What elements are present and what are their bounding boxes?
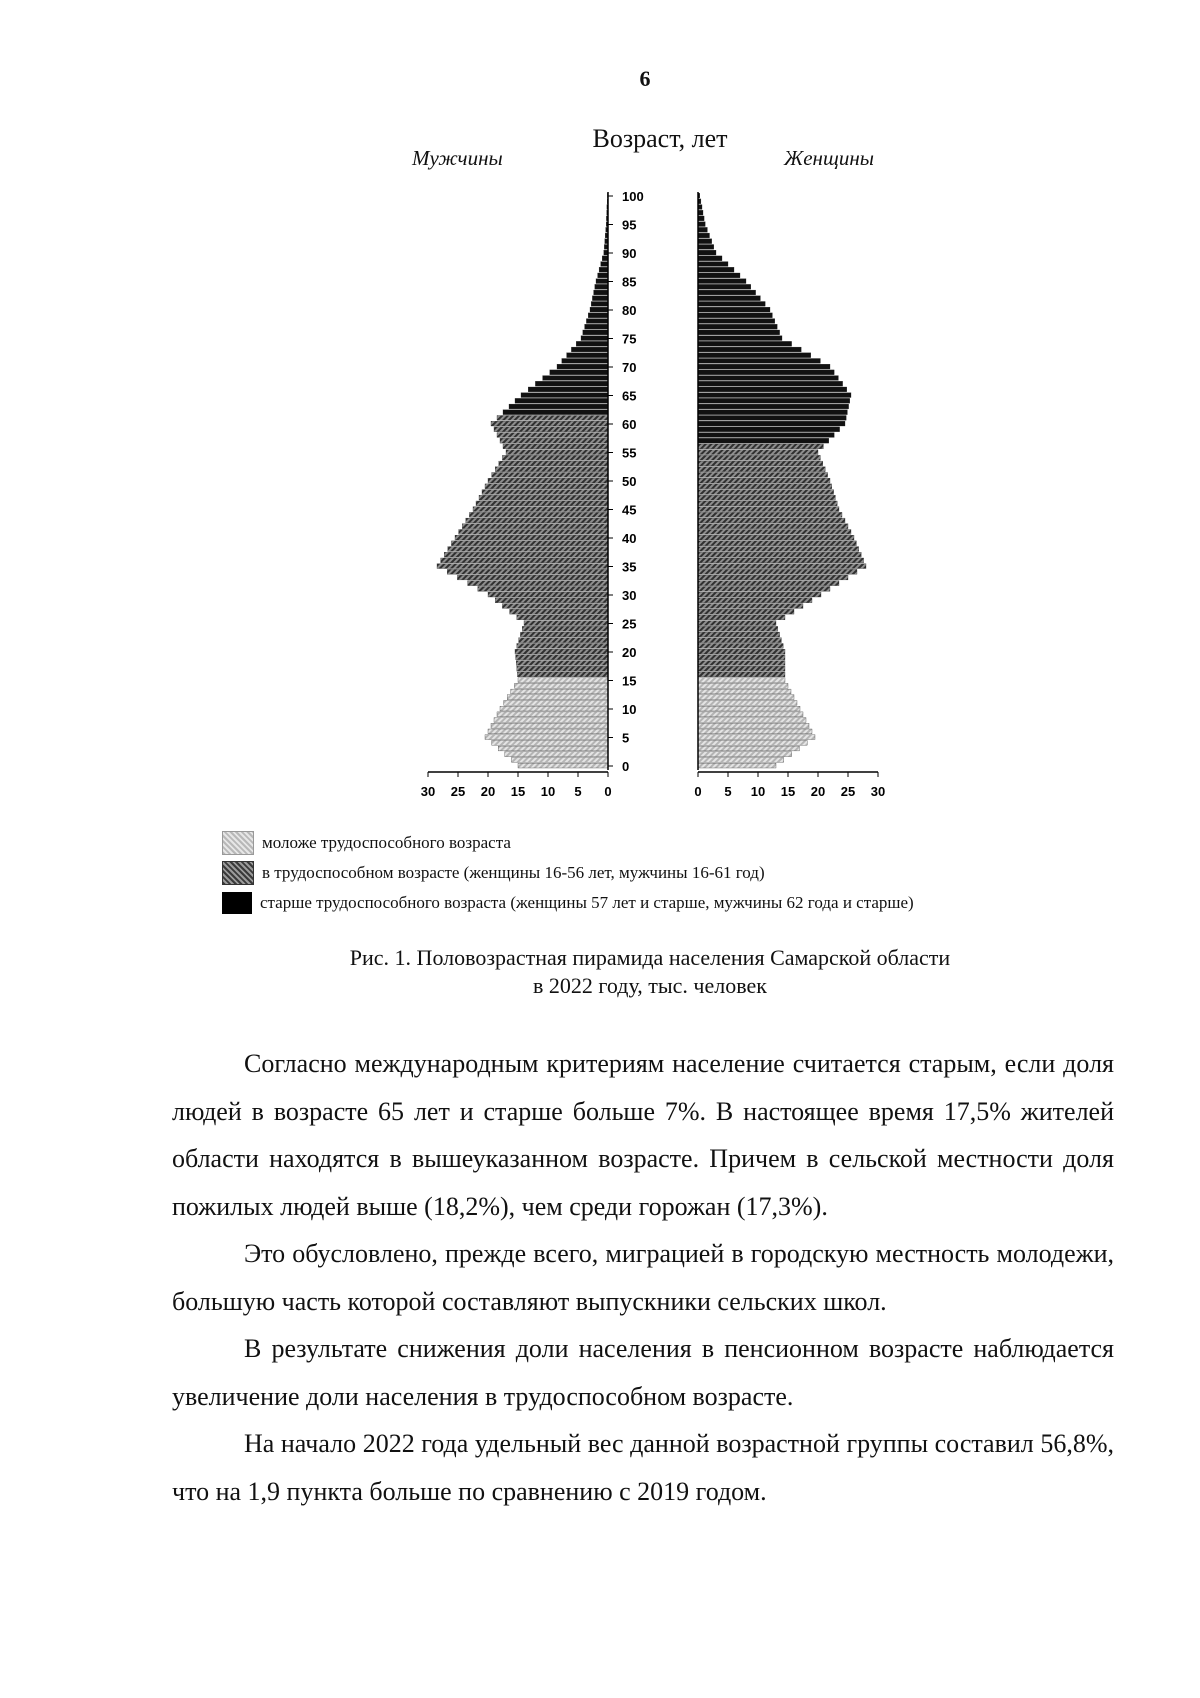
female-x-tick-label: 15 xyxy=(780,784,796,799)
male-bar xyxy=(448,547,608,552)
female-bar xyxy=(698,461,823,466)
female-bar xyxy=(698,626,778,631)
female-bar xyxy=(698,695,794,700)
age-tick-label: 10 xyxy=(622,702,637,717)
female-bar xyxy=(698,427,840,432)
male-bar xyxy=(557,364,608,369)
female-bar xyxy=(698,666,785,671)
female-label: Женщины xyxy=(784,146,874,170)
male-bar xyxy=(497,416,608,421)
female-bar xyxy=(698,387,847,392)
male-bar xyxy=(518,678,608,683)
male-bar xyxy=(502,455,608,460)
age-tick-label: 20 xyxy=(622,645,637,660)
female-bar xyxy=(698,740,807,745)
age-tick-label: 85 xyxy=(622,274,637,290)
female-bar xyxy=(698,683,788,688)
male-bar xyxy=(469,512,608,517)
female-bar xyxy=(698,501,837,506)
male-bar xyxy=(520,632,608,637)
male-bar xyxy=(492,473,608,478)
male-bar xyxy=(482,490,608,495)
female-bar xyxy=(698,569,857,574)
male-bar xyxy=(515,398,608,403)
male-bar xyxy=(509,404,608,409)
female-bar xyxy=(698,615,785,620)
male-bar xyxy=(594,290,608,295)
male-bar xyxy=(595,284,608,289)
male-bar xyxy=(519,638,608,643)
age-tick-label: 15 xyxy=(622,673,637,689)
female-bar xyxy=(698,541,856,546)
male-bar xyxy=(479,495,608,500)
male-bar xyxy=(444,552,608,557)
female-bar xyxy=(698,729,812,734)
male-bar xyxy=(592,296,608,301)
female-bar xyxy=(698,245,714,250)
male-bar xyxy=(576,341,608,346)
female-bar xyxy=(698,746,799,751)
female-bar xyxy=(698,319,775,324)
male-bar xyxy=(517,615,608,620)
male-bar xyxy=(550,370,608,375)
male-bar xyxy=(498,746,608,751)
female-bar xyxy=(698,330,780,335)
female-bar xyxy=(698,535,854,540)
paragraph: Согласно международным критериям население считается старым, если доля людей в возрасте 65 лет и старше больше 7%. В настоящее время 17,5% жителей области находятся в вышеуказанном возрасте. Причем в сельской местности доля пожилых людей выше (18,2%), чем среди горожан (17,3%). xyxy=(172,1049,1114,1221)
female-bar xyxy=(698,763,776,768)
male-bar xyxy=(497,433,608,438)
female-bar xyxy=(698,307,770,312)
male-bar xyxy=(599,267,608,272)
male-bar xyxy=(507,695,608,700)
female-bar xyxy=(698,478,830,483)
legend-swatch-elderly xyxy=(222,892,252,914)
male-bar xyxy=(514,683,608,688)
legend-item-elderly xyxy=(222,888,914,918)
age-tick-label: 40 xyxy=(622,531,637,546)
male-bar xyxy=(598,273,608,278)
male-bar xyxy=(543,376,608,381)
female-bar xyxy=(698,752,792,757)
caption-line-1: Рис. 1. Половозрастная пирамида населения Самарской области xyxy=(349,945,951,970)
female-bar xyxy=(698,302,765,307)
female-bar xyxy=(698,376,838,381)
male-x-tick-label: 20 xyxy=(480,784,496,799)
age-tick-label: 75 xyxy=(622,331,637,347)
male-bar xyxy=(488,478,608,483)
male-bar xyxy=(497,712,608,717)
female-bar xyxy=(698,467,825,472)
male-bar xyxy=(503,410,608,415)
female-x-tick-label: 25 xyxy=(840,784,856,799)
female-bar xyxy=(698,250,716,255)
female-bar xyxy=(698,735,815,740)
male-bar xyxy=(517,666,608,671)
male-bar xyxy=(571,347,608,352)
female-bar xyxy=(698,284,751,289)
female-bar xyxy=(698,256,722,261)
age-tick-label: 35 xyxy=(622,559,637,575)
female-bar xyxy=(698,267,734,272)
male-bar xyxy=(451,541,608,546)
female-bar xyxy=(698,638,781,643)
age-tick-label: 65 xyxy=(622,388,637,404)
age-tick-label: 60 xyxy=(622,417,637,432)
paragraph: На начало 2022 года удельный вес данной возрастной группы составил 56,8%, что на 1,9 пункта больше по сравнению с 2019 годом. xyxy=(172,1429,1114,1506)
female-bar xyxy=(698,416,846,421)
male-x-tick-label: 30 xyxy=(420,784,436,799)
female-bar xyxy=(698,216,704,221)
male-bar xyxy=(488,592,608,597)
female-bar xyxy=(698,507,839,512)
paragraph: Это обусловлено, прежде всего, миграцией в городскую местность молодежи, большую часть которой составляют выпускники сельских школ. xyxy=(172,1239,1114,1316)
male-bar xyxy=(583,330,608,335)
male-bar xyxy=(447,569,608,574)
female-bar xyxy=(698,672,785,677)
male-bar xyxy=(441,558,608,563)
male-bar xyxy=(601,262,608,267)
female-bar xyxy=(698,279,746,284)
male-x-tick-label: 15 xyxy=(510,784,526,799)
female-bar xyxy=(698,598,812,603)
female-bar xyxy=(698,718,806,723)
female-bar xyxy=(698,393,851,398)
female-bar xyxy=(698,364,830,369)
age-tick-label: 70 xyxy=(622,360,637,375)
male-x-tick-label: 5 xyxy=(574,784,582,799)
female-bar xyxy=(698,490,834,495)
male-bar xyxy=(516,661,608,666)
male-bar xyxy=(491,421,608,426)
age-tick-label: 100 xyxy=(622,189,644,204)
male-bar xyxy=(500,706,608,711)
age-tick-label: 5 xyxy=(622,730,630,746)
male-bar xyxy=(499,461,608,466)
female-bar xyxy=(698,678,785,683)
female-bar xyxy=(698,564,866,569)
age-tick-label: 80 xyxy=(622,303,637,318)
female-bar xyxy=(698,296,760,301)
legend-label-young: моложе трудоспособного возраста xyxy=(262,833,511,852)
male-bar xyxy=(516,655,608,660)
female-bar xyxy=(698,587,830,592)
female-bar xyxy=(698,438,829,443)
male-bar xyxy=(506,450,608,455)
legend-swatch-young xyxy=(222,831,254,855)
female-bar xyxy=(698,484,832,489)
female-bar xyxy=(698,558,864,563)
female-bar xyxy=(698,661,785,666)
figure-caption xyxy=(260,944,1040,1000)
female-bar xyxy=(698,723,809,728)
male-bar xyxy=(596,279,608,284)
female-bar xyxy=(698,649,785,654)
male-bar xyxy=(478,587,608,592)
female-bar xyxy=(698,518,845,523)
female-bar xyxy=(698,552,861,557)
male-bar xyxy=(535,381,608,386)
male-bar xyxy=(500,438,608,443)
female-bar xyxy=(698,524,848,529)
male-bar xyxy=(503,444,608,449)
male-bar xyxy=(457,575,608,580)
legend-swatch-working xyxy=(222,861,254,885)
male-bar xyxy=(524,621,608,626)
male-bar xyxy=(515,649,608,654)
male-bar xyxy=(495,467,608,472)
male-bar xyxy=(591,302,608,307)
body-text xyxy=(172,1040,1114,1515)
female-bar xyxy=(698,495,835,500)
male-bar xyxy=(468,581,608,586)
male-bar xyxy=(517,672,608,677)
female-x-tick-label: 10 xyxy=(750,784,766,799)
female-bar xyxy=(698,701,797,706)
female-bar xyxy=(698,262,728,267)
female-bar xyxy=(698,604,803,609)
age-tick-label: 25 xyxy=(622,616,637,632)
female-bar xyxy=(698,621,776,626)
female-bar xyxy=(698,381,843,386)
male-bar xyxy=(567,353,608,358)
male-bar xyxy=(528,387,608,392)
male-x-tick-label: 25 xyxy=(450,784,466,799)
female-bar xyxy=(698,347,801,352)
female-bar xyxy=(698,227,707,232)
male-bar xyxy=(521,393,608,398)
female-bar xyxy=(698,324,777,329)
female-bar xyxy=(698,575,848,580)
caption-line-2: в 2022 году, тыс. человек xyxy=(533,973,767,998)
age-tick-label: 95 xyxy=(622,217,637,233)
female-bar xyxy=(698,370,834,375)
male-bar xyxy=(588,313,608,318)
male-bar xyxy=(485,735,608,740)
female-bar xyxy=(698,592,821,597)
male-x-tick-label: 10 xyxy=(540,784,556,799)
female-bar xyxy=(698,655,785,660)
male-bar xyxy=(517,644,608,649)
male-bar xyxy=(511,758,608,763)
male-bar xyxy=(562,359,608,364)
female-bar xyxy=(698,410,847,415)
female-bar xyxy=(698,404,849,409)
age-tick-label: 50 xyxy=(622,474,637,489)
age-tick-label: 0 xyxy=(622,759,630,774)
legend-item-young xyxy=(222,828,914,858)
male-bar xyxy=(492,740,608,745)
female-bar xyxy=(698,433,834,438)
chart-legend xyxy=(222,828,914,918)
male-bar xyxy=(488,729,608,734)
male-bar xyxy=(476,501,608,506)
male-bar xyxy=(581,336,608,341)
female-bar xyxy=(698,609,794,614)
legend-label-working: в трудоспособном возрасте (женщины 16-56 лет, мужчины 16-61 год) xyxy=(262,863,765,882)
male-bar xyxy=(505,752,608,757)
female-bar xyxy=(698,359,820,364)
male-bar xyxy=(522,626,608,631)
female-bar xyxy=(698,444,823,449)
male-bar xyxy=(590,307,608,312)
female-bar xyxy=(698,644,783,649)
male-bar xyxy=(585,324,608,329)
male-bar xyxy=(495,598,608,603)
female-bar xyxy=(698,222,705,227)
age-tick-label: 45 xyxy=(622,502,637,518)
legend-item-working xyxy=(222,858,914,888)
male-bar xyxy=(511,689,608,694)
male-bar xyxy=(504,701,608,706)
female-bar xyxy=(698,758,784,763)
male-bar xyxy=(459,530,608,535)
male-label: Мужчины xyxy=(412,146,503,170)
male-bar xyxy=(510,609,608,614)
male-bar xyxy=(462,524,608,529)
page-number: 6 xyxy=(639,66,651,91)
legend-label-elderly: старше трудоспособного возраста (женщины 57 лет и старше, мужчины 62 года и старше) xyxy=(260,893,914,912)
female-bar xyxy=(698,313,772,318)
male-bar xyxy=(602,256,608,261)
female-bar xyxy=(698,530,851,535)
female-bar xyxy=(698,341,792,346)
female-x-tick-label: 0 xyxy=(694,784,702,799)
female-bar xyxy=(698,353,811,358)
male-bar xyxy=(494,718,608,723)
female-bar xyxy=(698,421,845,426)
male-bar xyxy=(437,564,608,569)
female-bar xyxy=(698,712,803,717)
female-bar xyxy=(698,689,791,694)
female-bar xyxy=(698,398,850,403)
male-bar xyxy=(518,763,608,768)
female-bar xyxy=(698,233,710,238)
male-bar xyxy=(473,507,608,512)
female-bar xyxy=(698,239,712,244)
male-x-tick-label: 0 xyxy=(604,784,612,799)
male-bar xyxy=(494,427,608,432)
female-bar xyxy=(698,455,820,460)
female-bar xyxy=(698,473,828,478)
male-bar xyxy=(502,604,608,609)
male-bar xyxy=(485,484,608,489)
male-bar xyxy=(491,723,608,728)
female-bar xyxy=(698,450,818,455)
male-bar xyxy=(466,518,608,523)
age-tick-label: 55 xyxy=(622,445,637,461)
female-bar xyxy=(698,706,800,711)
female-bar xyxy=(698,512,842,517)
male-bar xyxy=(455,535,608,540)
female-bar xyxy=(698,581,839,586)
female-bar xyxy=(698,632,780,637)
female-bar xyxy=(698,336,782,341)
female-bar xyxy=(698,290,756,295)
female-x-tick-label: 30 xyxy=(870,784,886,799)
paragraph: В результате снижения доли населения в пенсионном возрасте наблюдается увеличение доли населения в трудоспособном возрасте. xyxy=(172,1334,1114,1411)
female-x-tick-label: 5 xyxy=(724,784,732,799)
female-bar xyxy=(698,273,740,278)
population-pyramid-chart xyxy=(0,0,1200,820)
male-bar xyxy=(586,319,608,324)
age-tick-label: 30 xyxy=(622,588,637,603)
age-tick-label: 90 xyxy=(622,246,637,261)
female-x-tick-label: 20 xyxy=(810,784,826,799)
female-bar xyxy=(698,547,859,552)
chart-title: Возраст, лет xyxy=(592,124,728,153)
